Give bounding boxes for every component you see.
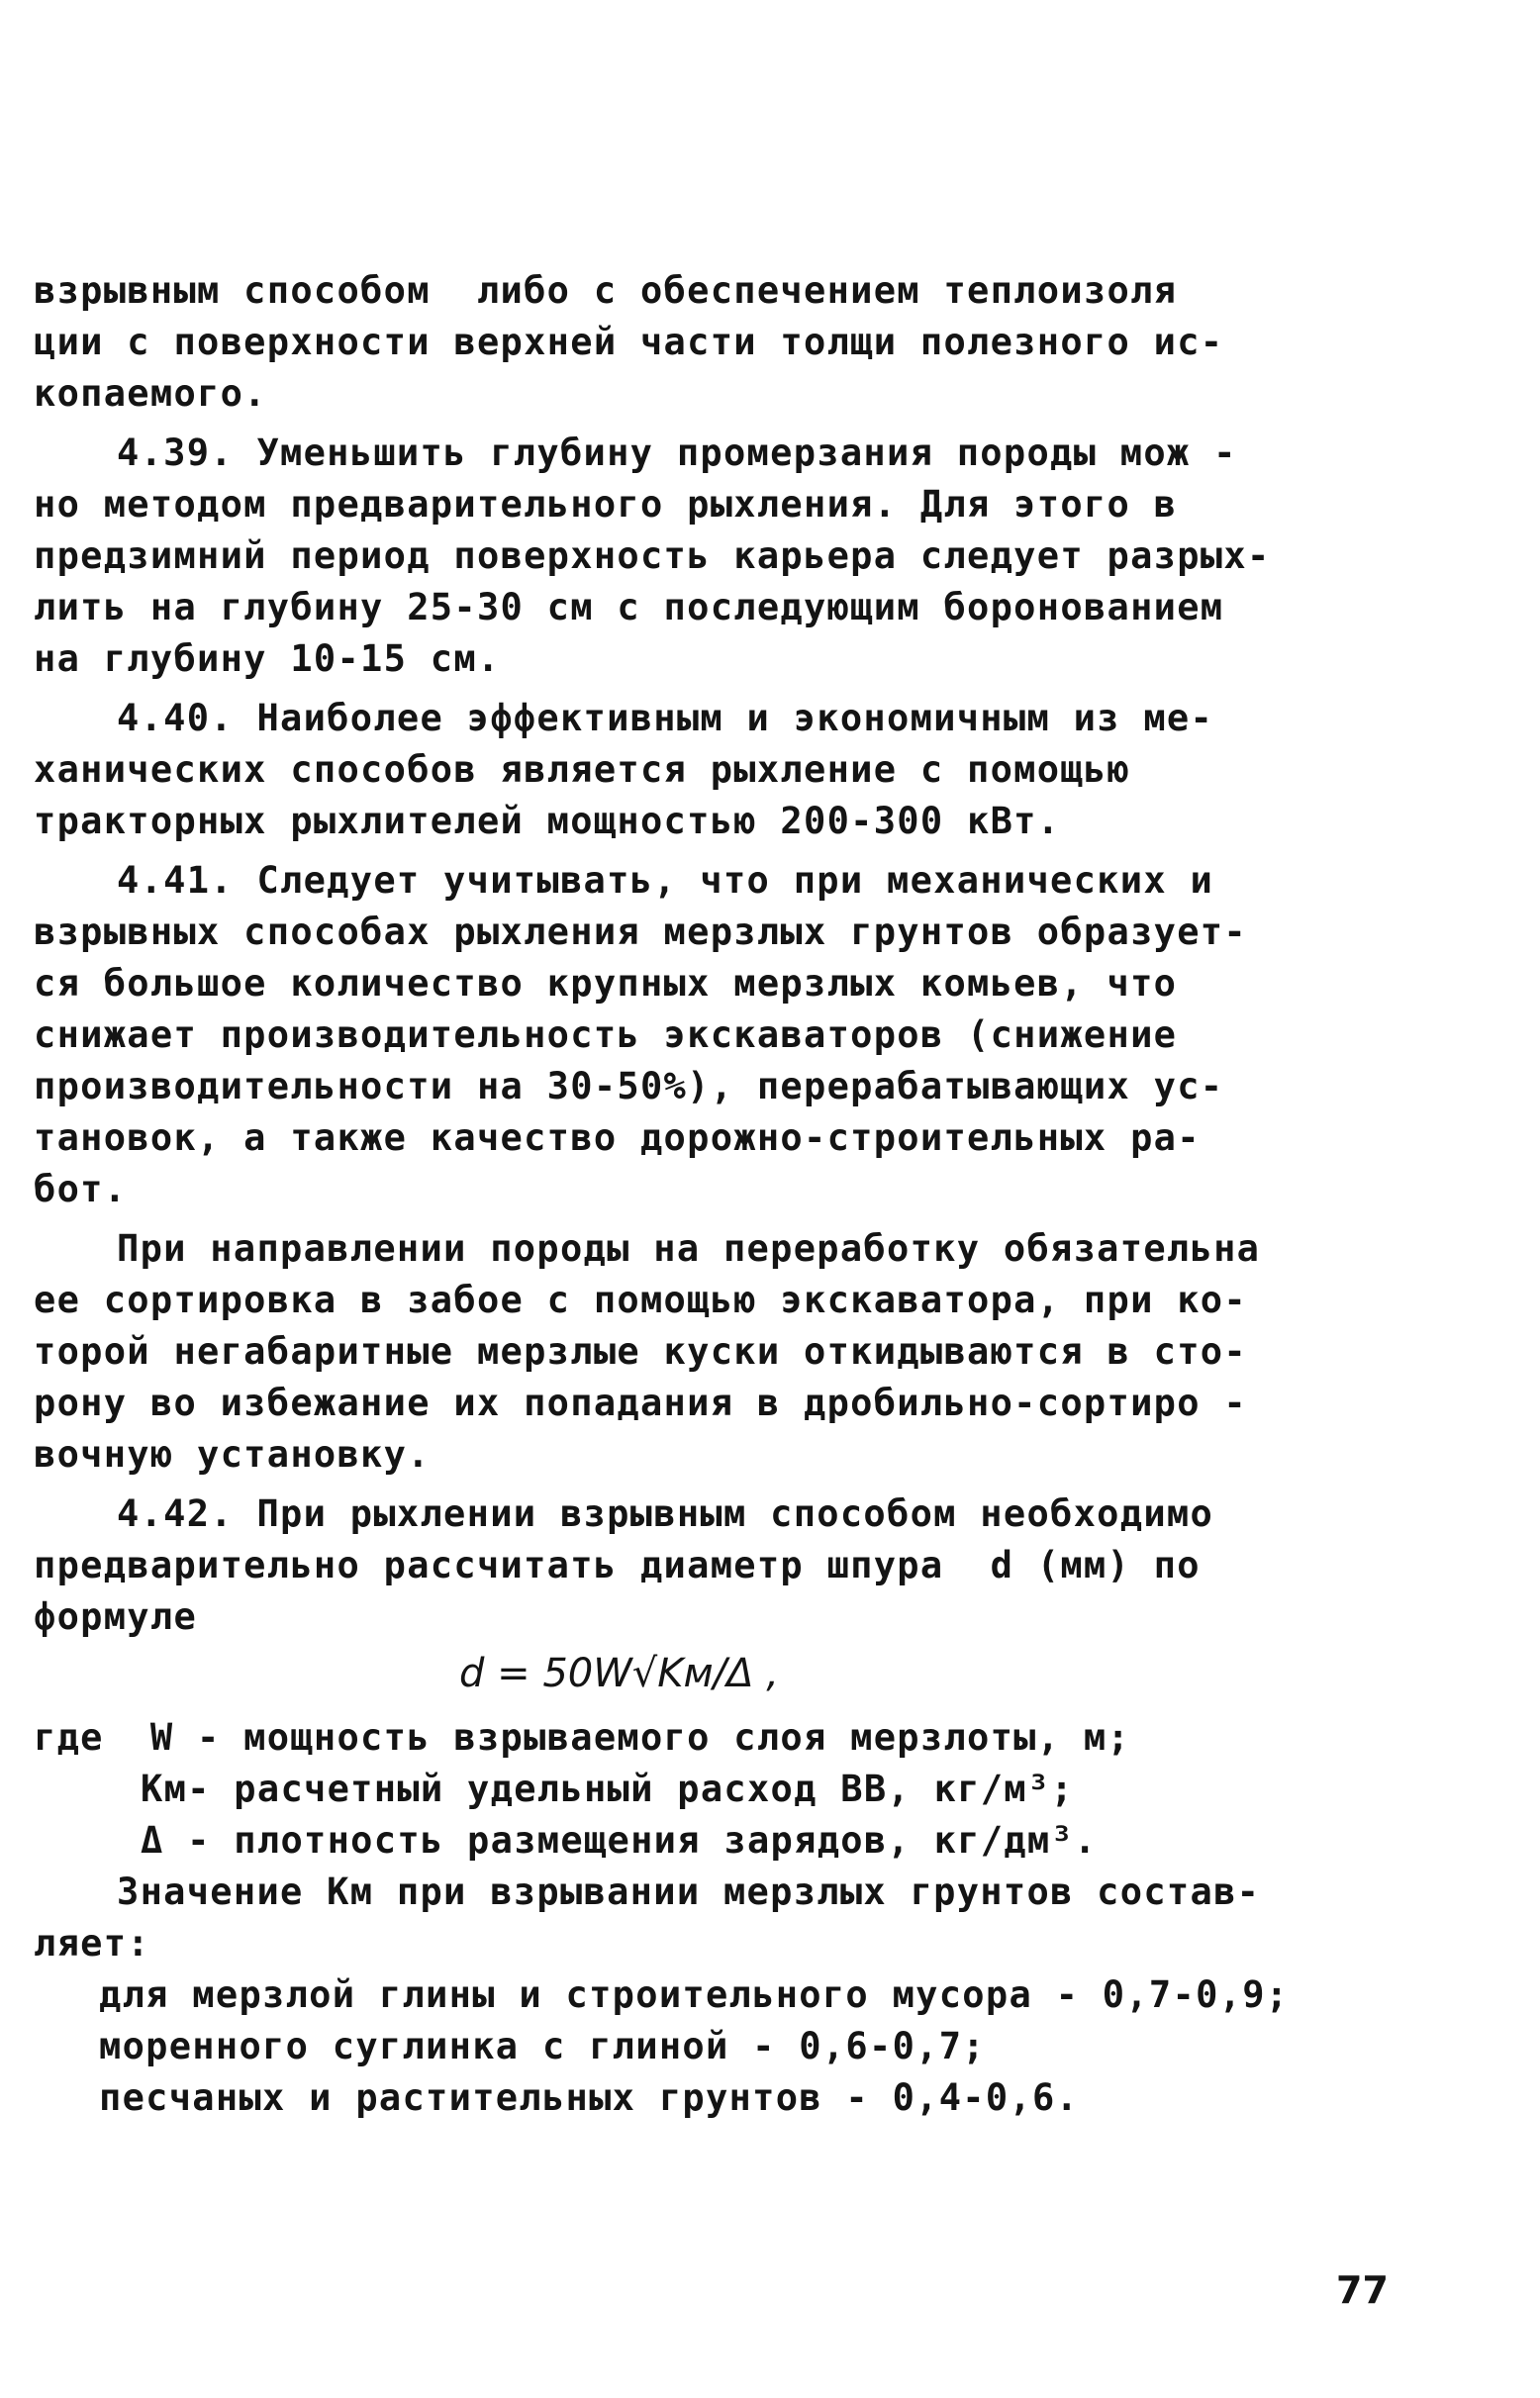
- definition-line: где W - мощность взрываемого слоя мерзлоты, м;: [34, 1716, 1131, 1759]
- page-body: [34, 265, 1340, 2124]
- text-line: ции с поверхности верхней части толщи полезного ис-: [34, 321, 1224, 363]
- text-line: взрывным способом либо с обеспечением теплоизоля: [34, 269, 1178, 312]
- paragraph-4-40: [34, 693, 1340, 847]
- text-line: копаемого.: [34, 372, 267, 415]
- text-line: ся большое количество крупных мерзлых комьев, что: [34, 962, 1178, 1005]
- text-line: тракторных рыхлителей мощностью 200-300 кВт.: [34, 800, 1061, 842]
- text-line: взрывных способах рыхления мерзлых грунтов образует-: [34, 911, 1247, 953]
- text-line: на глубину 10-15 см.: [34, 637, 501, 680]
- formula: d = 50W√Kм/Δ ,: [459, 1651, 779, 1696]
- text-line: 4.39. Уменьшить глубину промерзания породы мож -: [117, 432, 1237, 474]
- text-line: бот.: [34, 1168, 128, 1210]
- text-line: но методом предварительного рыхления. Для этого в: [34, 483, 1178, 526]
- text-line: Значение Kм при взрывании мерзлых грунтов состав-: [117, 1870, 1261, 1913]
- list-item: моренного суглинка с глиной - 0,6-0,7;: [99, 2025, 986, 2067]
- definition-line: Δ - плотность размещения зарядов, кг/дм³.: [141, 1819, 1098, 1862]
- paragraph-sorting: [34, 1223, 1340, 1481]
- text-line: снижает производительность экскаваторов (снижение: [34, 1013, 1178, 1056]
- paragraph-4-39: [34, 428, 1340, 685]
- text-line: ее сортировка в забое с помощью экскаватора, при ко-: [34, 1279, 1247, 1321]
- text-line: тановок, а также качество дорожно-строительных ра-: [34, 1116, 1201, 1159]
- text-line: При направлении породы на переработку обязательна: [117, 1227, 1261, 1270]
- paragraph-4-41: [34, 855, 1340, 1215]
- text-line: ханических способов является рыхление с помощью: [34, 748, 1131, 791]
- text-line: 4.40. Наиболее эффективным и экономичным из ме-: [117, 697, 1214, 739]
- paragraph-continuation: [34, 265, 1340, 420]
- km-values-list: [34, 1969, 1340, 2124]
- text-line: 4.42. При рыхлении взрывным способом необходимо: [117, 1492, 1214, 1535]
- text-line: торой негабаритные мерзлые куски откидываются в сто-: [34, 1330, 1247, 1373]
- text-line: предварительно рассчитать диаметр шпура d (мм) по: [34, 1544, 1201, 1586]
- km-intro: [34, 1867, 1340, 1969]
- definitions: [34, 1712, 1340, 1867]
- text-line: предзимний период поверхность карьера следует разрых-: [34, 534, 1271, 577]
- text-line: лить на глубину 25-30 см с последующим боронованием: [34, 586, 1224, 628]
- paragraph-4-42: [34, 1488, 1340, 1643]
- list-item: для мерзлой глины и строительного мусора - 0,7-0,9;: [99, 1973, 1290, 2016]
- definition-line: Kм- расчетный удельный расход ВВ, кг/м³;: [141, 1768, 1075, 1810]
- text-line: производительности на 30-50%), перерабатывающих ус-: [34, 1065, 1224, 1107]
- text-line: 4.41. Следует учитывать, что при механических и: [117, 859, 1214, 902]
- text-line: рону во избежание их попадания в дробильно-сортиро -: [34, 1382, 1247, 1424]
- text-line: ляет:: [34, 1922, 150, 1965]
- text-line: формуле: [34, 1595, 198, 1638]
- page-number: 77: [1336, 2268, 1389, 2312]
- list-item: песчаных и растительных грунтов - 0,4-0,6.: [99, 2076, 1080, 2119]
- text-line: вочную установку.: [34, 1433, 431, 1476]
